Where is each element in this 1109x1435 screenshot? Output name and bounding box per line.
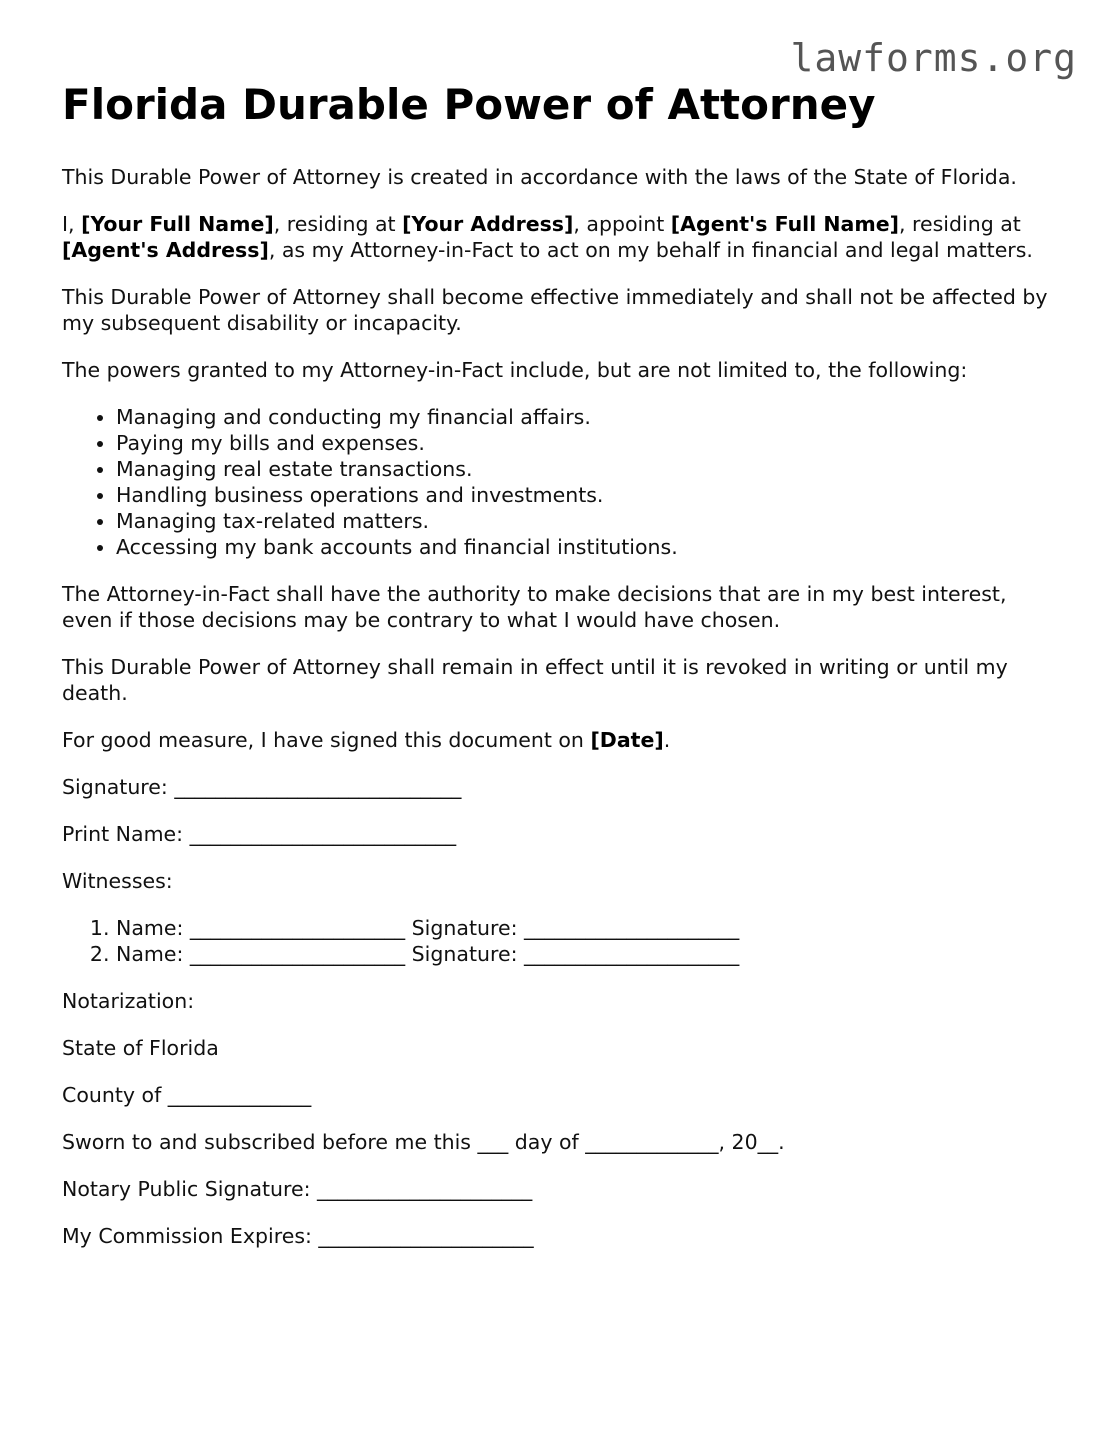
witnesses-label: Witnesses: xyxy=(62,869,173,893)
appointment-text-3: , appoint xyxy=(573,212,671,236)
notary-signature-line: Notary Public Signature: _____________________ xyxy=(62,1177,533,1201)
appointment-text-5: , as my Attorney-in-Fact to act on my behalf in financial and legal matters. xyxy=(268,238,1033,262)
list-item: • Paying my bills and expenses. xyxy=(116,430,1052,456)
county-line: County of ______________ xyxy=(62,1083,312,1107)
list-item: • Managing and conducting my financial affairs. xyxy=(116,404,1052,430)
powers-intro: The powers granted to my Attorney-in-Fact include, but are not limited to, the following: xyxy=(62,358,968,382)
print-name-line: Print Name: __________________________ xyxy=(62,822,457,846)
duration-paragraph: This Durable Power of Attorney shall remain in effect until it is revoked in writing or until my death. xyxy=(62,655,1008,705)
appointment-text-4: , residing at xyxy=(899,212,1021,236)
principal-address-placeholder: [Your Address] xyxy=(402,212,574,236)
principal-name-placeholder: [Your Full Name] xyxy=(81,212,274,236)
appointment-text-2: , residing at xyxy=(273,212,403,236)
list-item: • Managing tax-related matters. xyxy=(116,508,1052,534)
list-item: • Accessing my bank accounts and financial institutions. xyxy=(116,534,1052,560)
notarization-label: Notarization: xyxy=(62,989,195,1013)
witness-line: 1. Name: _____________________ Signature: _____________________ xyxy=(116,915,1052,941)
witnesses-list xyxy=(62,915,1052,967)
list-item: • Managing real estate transactions. xyxy=(116,456,1052,482)
signature-line: Signature: ____________________________ xyxy=(62,775,462,799)
effective-paragraph: This Durable Power of Attorney shall become effective immediately and shall not be affected by my subsequent disability or incapacity. xyxy=(62,285,1048,335)
witness-line: 2. Name: _____________________ Signature: _____________________ xyxy=(116,941,1052,967)
agent-name-placeholder: [Agent's Full Name] xyxy=(670,212,899,236)
document-title: Florida Durable Power of Attorney xyxy=(62,80,876,129)
state-line: State of Florida xyxy=(62,1036,219,1060)
appointment-paragraph xyxy=(62,211,1052,263)
agent-address-placeholder: [Agent's Address] xyxy=(62,238,269,262)
appointment-text-1: I, xyxy=(62,212,82,236)
signed-text-2: . xyxy=(663,728,671,752)
intro-paragraph: This Durable Power of Attorney is created in accordance with the laws of the State of Florida. xyxy=(62,165,1017,189)
authority-paragraph: The Attorney-in-Fact shall have the authority to make decisions that are in my best interest, even if those decisions may be contrary to what I would have chosen. xyxy=(62,582,1007,632)
list-item: • Handling business operations and investments. xyxy=(116,482,1052,508)
sworn-line: Sworn to and subscribed before me this ___ day of _____________, 20__. xyxy=(62,1130,785,1154)
watermark: lawforms.org xyxy=(790,36,1077,80)
powers-list xyxy=(62,404,1052,560)
date-placeholder: [Date] xyxy=(590,728,664,752)
document-page xyxy=(62,78,1052,1270)
commission-expires-line: My Commission Expires: _____________________ xyxy=(62,1224,534,1248)
signed-date-paragraph xyxy=(62,727,1052,753)
signed-text-1: For good measure, I have signed this document on xyxy=(62,728,591,752)
